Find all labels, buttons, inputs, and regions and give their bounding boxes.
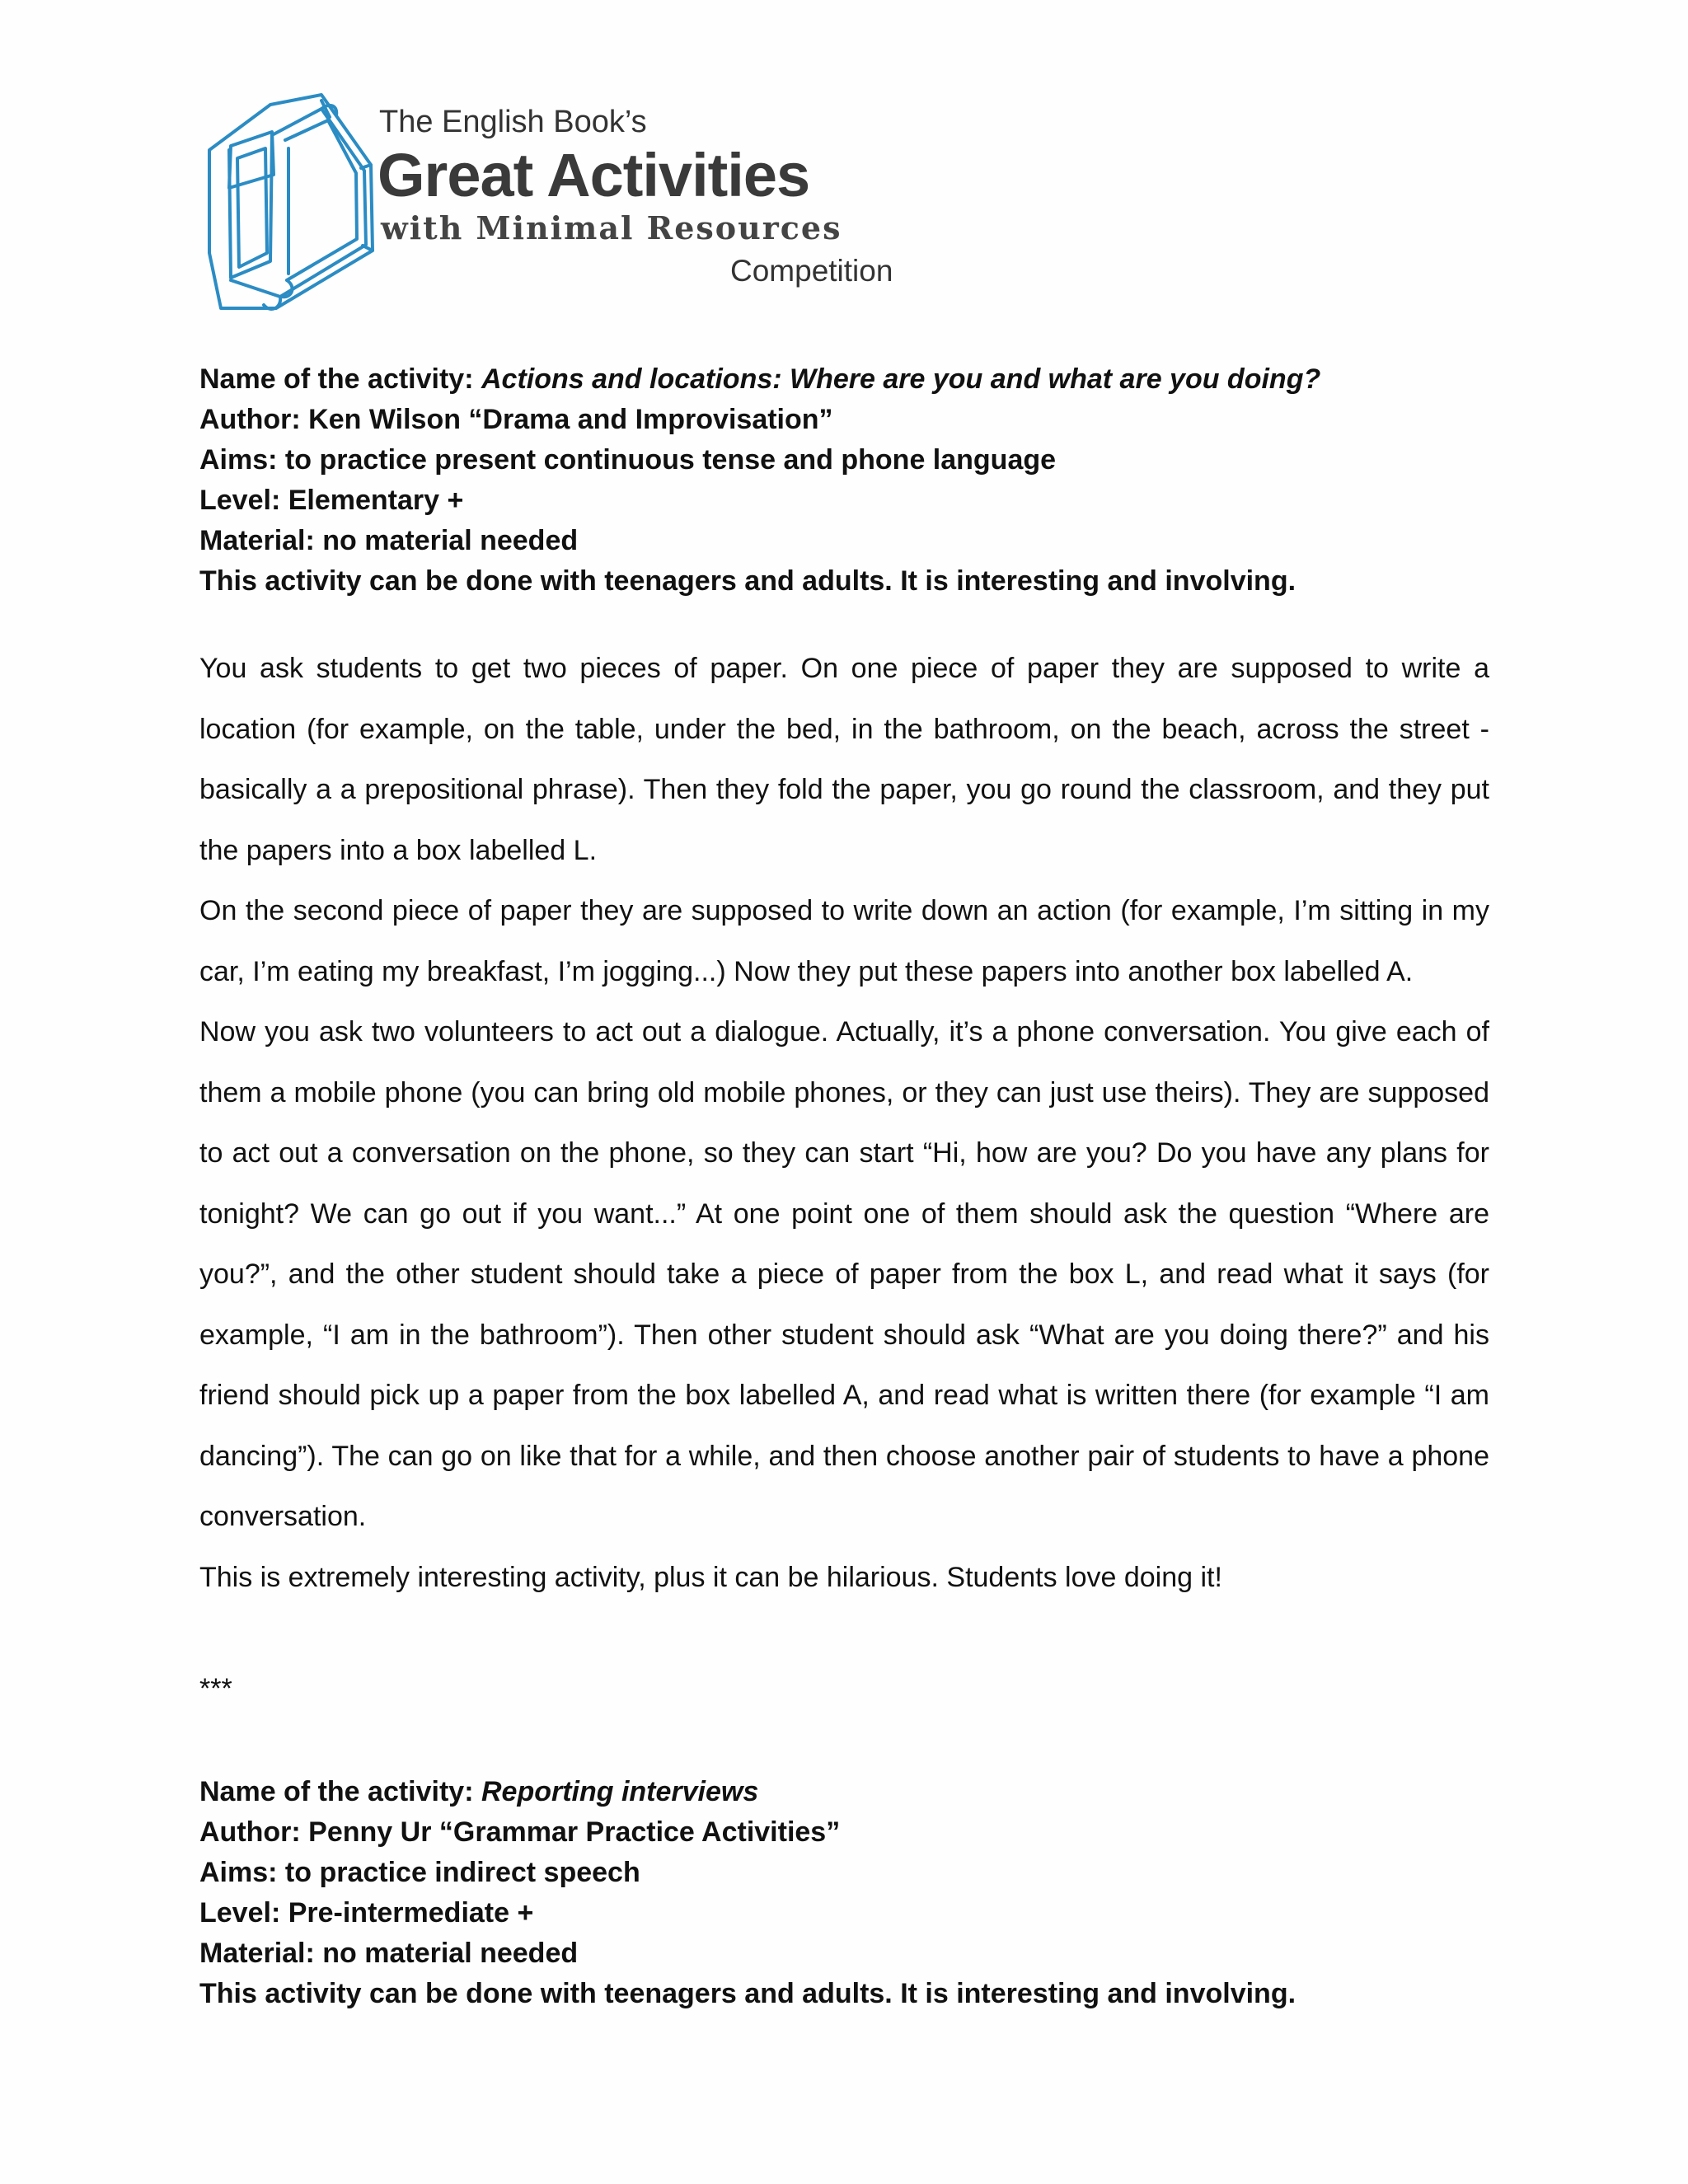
paragraph: You ask students to get two pieces of paper. On one piece of paper they are supposed to write a location (for example, on the table, under the bed, in the bathroom, on the beach, across the street - basically a a prepositional phrase). Then they fold the paper, you go round the classroom, and they put the papers into a box labelled L. bbox=[199, 653, 1489, 866]
activity-name-label: Name of the activity: bbox=[199, 1776, 474, 1807]
activity-aims: Aims: to practice present continuous tense and phone language bbox=[199, 444, 1057, 476]
activity-note: This activity can be done with teenagers and adults. It is interesting and involving. bbox=[199, 1978, 1296, 2009]
activity-name-line bbox=[199, 359, 1502, 400]
activity-material: Material: no material needed bbox=[199, 525, 579, 556]
activity-name-line bbox=[199, 1772, 1502, 1812]
paragraph: On the second piece of paper they are supposed to write down an action (for example, I’m sitting in my car, I’m eating my breakfast, I’m jogging...) Now they put these papers into another box labelled A. bbox=[199, 895, 1489, 987]
activity-note: This activity can be done with teenagers and adults. It is interesting and involving. bbox=[199, 565, 1296, 597]
activity-author: Author: Ken Wilson “Drama and Improvisation” bbox=[199, 404, 833, 435]
activity-name-label: Name of the activity: bbox=[199, 363, 474, 395]
activity-name-value: Reporting interviews bbox=[481, 1776, 759, 1807]
paragraph: Now you ask two volunteers to act out a dialogue. Actually, it’s a phone conversation. You give each of them a mobile phone (you can bring old mobile phones, or they can just use theirs). They are supposed to act out a conversation on the phone, so they can start “Hi, how are you? Do you have any plans for tonight? We can go out if you want...” At one point one of them should ask the question “Where are you?”, and the other student should take a piece of paper from the box L, and read what it says (for example, “I am in the bathroom”). Then other student should ask “What are you doing there?” and his friend should pick up a paper from the box labelled A, and read what is written there (for example “I am dancing”). The can go on like that for a while, and then choose another pair of students to have a phone conversation. bbox=[199, 1016, 1489, 1532]
paragraph: This is extremely interesting activity, plus it can be hilarious. Students love doing it! bbox=[199, 1561, 1222, 1593]
activity-name-value: Actions and locations: Where are you and what are you doing? bbox=[481, 363, 1321, 395]
activity-description bbox=[199, 639, 1489, 1608]
competition-logo bbox=[206, 92, 915, 323]
activity-level: Level: Pre-intermediate + bbox=[199, 1897, 534, 1929]
activity-header bbox=[199, 359, 1502, 602]
logo-competition: Competition bbox=[730, 254, 893, 288]
activity-author: Author: Penny Ur “Grammar Practice Activities” bbox=[199, 1816, 841, 1848]
book-logo-icon bbox=[206, 92, 383, 319]
activity-header bbox=[199, 1772, 1502, 2014]
activity-level: Level: Elementary + bbox=[199, 485, 464, 516]
logo-subtitle: The English Book’s bbox=[379, 105, 647, 139]
activity-aims: Aims: to practice indirect speech bbox=[199, 1857, 640, 1888]
section-separator: *** bbox=[199, 1673, 232, 1704]
activity-material: Material: no material needed bbox=[199, 1938, 579, 1969]
logo-tagline: with Minimal Resources bbox=[381, 209, 842, 246]
logo-title: Great Activities bbox=[377, 141, 810, 209]
